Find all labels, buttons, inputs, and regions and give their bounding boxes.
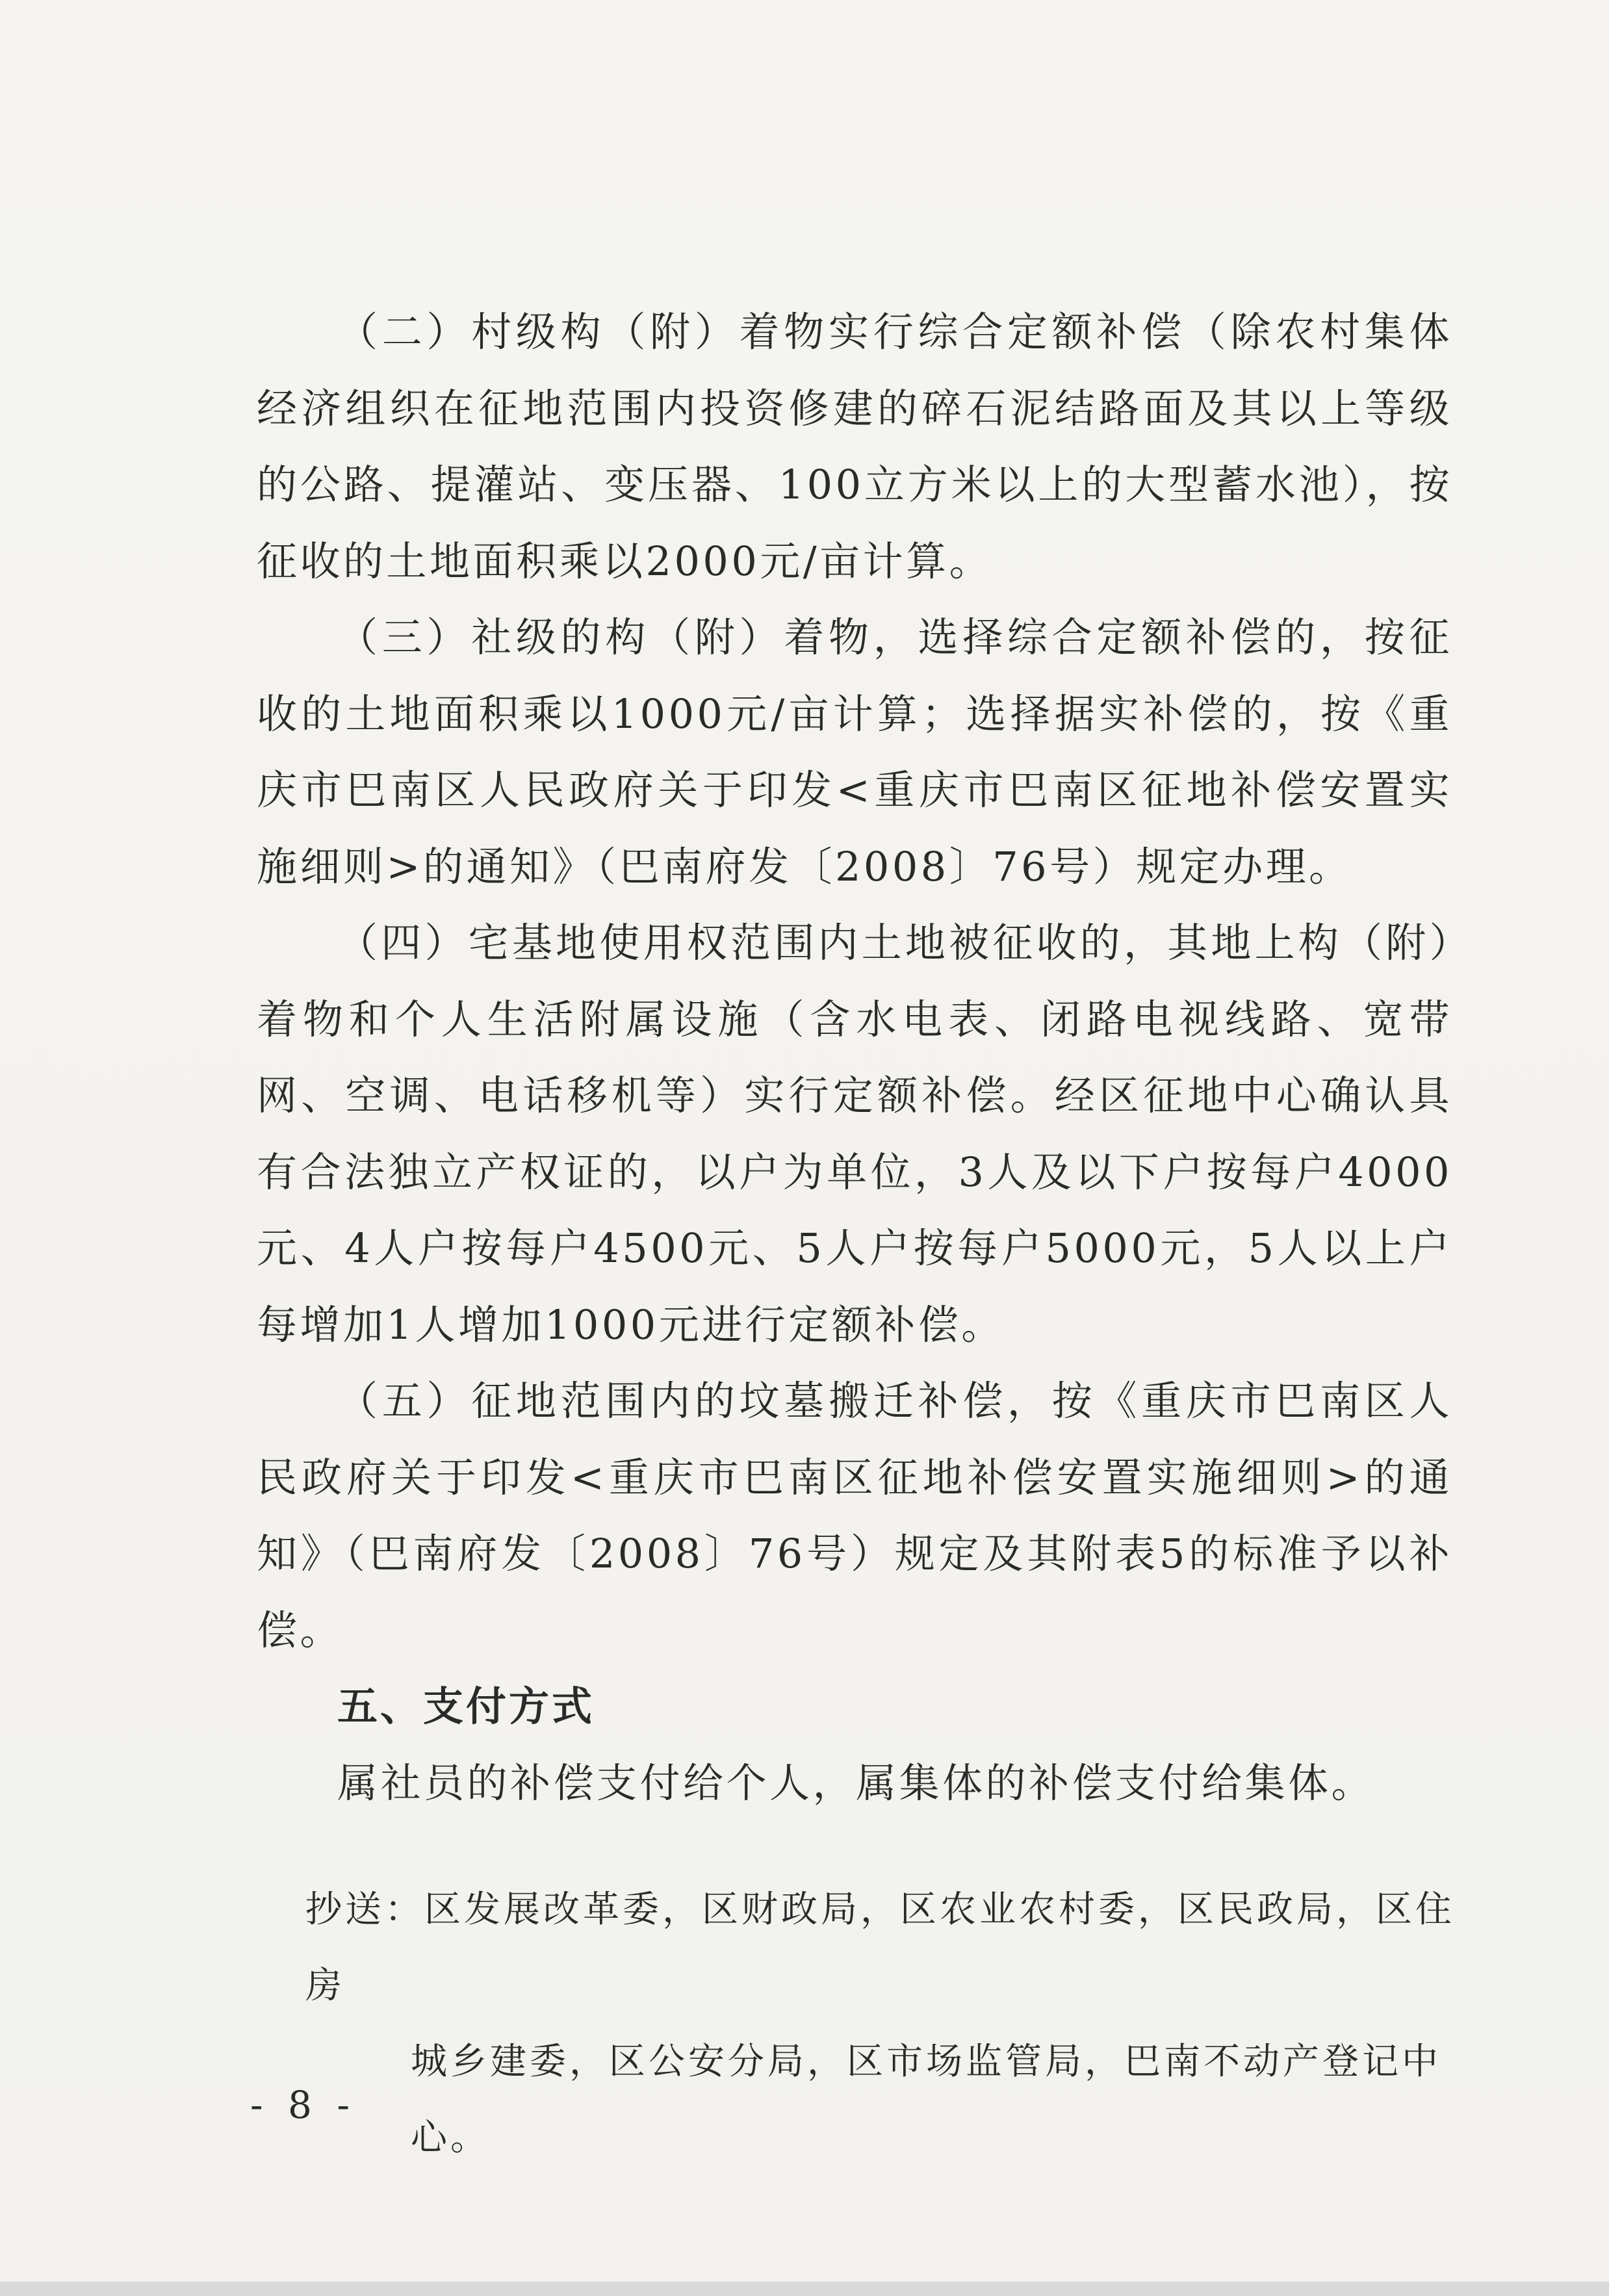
scan-bottom-edge: [0, 2282, 1609, 2296]
paragraph-community-structures: （三）社级的构（附）着物，选择综合定额补偿的，按征收的土地面积乘以1000元/亩计算；选择据实补偿的，按《重庆市巴南区人民政府关于印发<重庆市巴南区征地补偿安置实施细则>的通知》（巴南府发〔2008〕76号）规定办理。: [257, 613, 1452, 890]
paragraph-homestead-compensation: （四）宅基地使用权范围内土地被征收的，其地上构（附）着物和个人生活附属设施（含水电表、闭路电视线路、宽带网、空调、电话移机等）实行定额补偿。经区征地中心确认具有合法独立产权证的，以户为单位，3人及以下户按每户4000元、4人户按每户4500元、5人户按每户5000元，5人以上户每增加1人增加1000元进行定额补偿。: [257, 919, 1452, 1348]
document-body: [257, 294, 1452, 1821]
paragraph-village-structures: （二）村级构（附）着物实行综合定额补偿（除农村集体经济组织在征地范围内投资修建的碎石泥结路面及其以上等级的公路、提灌站、变压器、100立方米以上的大型蓄水池），按征收的土地面积乘以2000元/亩计算。: [257, 308, 1452, 585]
paragraph-grave-relocation: （五）征地范围内的坟墓搬迁补偿，按《重庆市巴南区人民政府关于印发<重庆市巴南区征地补偿安置实施细则>的通知》（巴南府发〔2008〕76号）规定及其附表5的标准予以补偿。: [257, 1377, 1452, 1654]
page-number: - 8 -: [250, 2083, 356, 2127]
paragraph-payment-method: 属社员的补偿支付给个人，属集体的补偿支付给集体。: [337, 1759, 1375, 1807]
cc-line-2: 城乡建委，区公安分局，区市场监管局，巴南不动产登记中心。: [411, 2041, 1441, 2159]
section-heading-payment-method: 五、支付方式: [337, 1683, 595, 1730]
cc-line-1: 抄送：区发展改革委，区财政局，区农业农村委，区民政局，区住房: [305, 1889, 1455, 2007]
cc-distribution-list: [305, 1872, 1456, 2176]
